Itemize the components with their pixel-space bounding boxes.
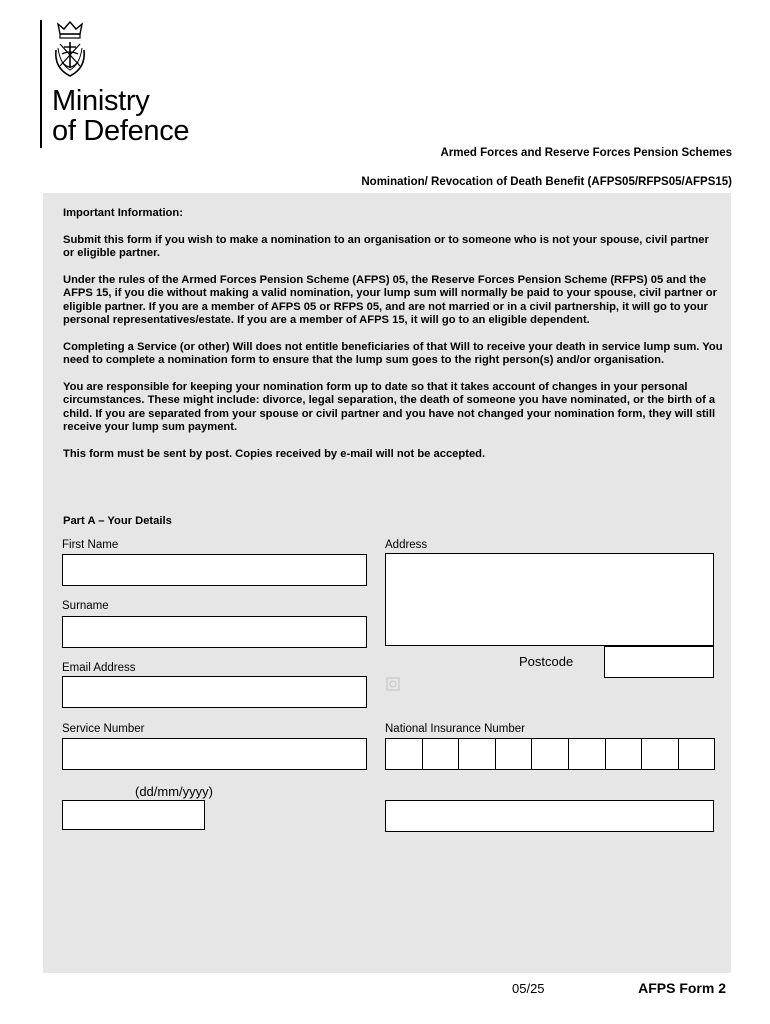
address-field[interactable] [385,553,714,646]
org-name-line2: of Defence [52,115,190,147]
info-heading: Important Information: [63,207,183,219]
info-paragraph-1: Submit this form if you wish to make a nomination to an organisation or to someone who is not your spouse, civil partner or eligible partner. [63,233,709,259]
mod-crest-icon [48,20,92,82]
ni-number-cell[interactable] [531,738,569,770]
form-version-date: 05/25 [512,981,545,996]
ni-number-cell[interactable] [495,738,533,770]
surname-label: Surname [62,600,109,612]
ni-number-cell[interactable] [605,738,643,770]
form-subtitle: Nomination/ Revocation of Death Benefit (AFPS05/RFPS05/AFPS15) [361,176,732,188]
postcode-field[interactable] [604,646,714,678]
organisation-name [52,86,189,146]
info-paragraph-2: Under the rules of the Armed Forces Pension Scheme (AFPS) 05, the Reserve Forces Pension Scheme (RFPS) 05 and the AFPS 15, if you die without making a valid nomination, your lump sum will normally be paid to your spouse, civil partner or eligible partner. If you are a member of AFPS 05 or RFPS 05, and are not married or in a civil partnership, it will go to your personal representatives/estate. If you are a member of AFPS 15, it will go to an eligible dependent. [63,273,717,326]
info-paragraph-5: This form must be sent by post. Copies received by e-mail will not be accepted. [63,447,486,460]
ni-number-cell[interactable] [458,738,496,770]
address-label: Address [385,539,428,551]
form-title: Armed Forces and Reserve Forces Pension Schemes [440,147,732,159]
email-field[interactable] [62,676,367,708]
ni-number-cell[interactable] [568,738,606,770]
org-name-line1: Ministry [52,85,150,117]
part-a-title: Part A – Your Details [63,515,172,527]
info-paragraph-4: You are responsible for keeping your nomination form up to date so that it takes account of changes in your personal circumstances. These might include: divorce, legal separation, the death of someone you have nominated, or the birth of a child. If you are separated from your spouse or civil partner and you have not changed your nomination form, they will still receive your lump sum payment. [63,380,716,433]
service-number-label: Service Number [62,723,145,735]
ni-number-label: National Insurance Number [385,723,525,735]
postcode-label: Postcode [519,654,574,669]
info-paragraph-3: Completing a Service (or other) Will does not entitle beneficiaries of that Will to receive your death in service lump sum. You need to complete a nomination form to ensure that the lump sum goes to the right person(s) and/or organisation. [63,340,723,366]
service-number-field[interactable] [62,738,367,770]
email-label: Email Address [62,662,136,674]
surname-field[interactable] [62,616,367,648]
first-name-field[interactable] [62,554,367,586]
important-information [63,207,723,461]
ni-number-cell[interactable] [385,738,423,770]
date-of-birth-hint: (dd/mm/yyyy) [135,784,213,799]
ni-number-cell[interactable] [678,738,716,770]
date-of-birth-extra-field[interactable] [385,800,714,832]
first-name-label: First Name [62,539,119,551]
ni-number-cell[interactable] [422,738,460,770]
form-number: AFPS Form 2 [638,980,726,996]
field-marker-icon [385,676,401,692]
ni-number-cell[interactable] [641,738,679,770]
logo-divider [40,20,42,148]
date-of-birth-field[interactable] [62,800,205,830]
